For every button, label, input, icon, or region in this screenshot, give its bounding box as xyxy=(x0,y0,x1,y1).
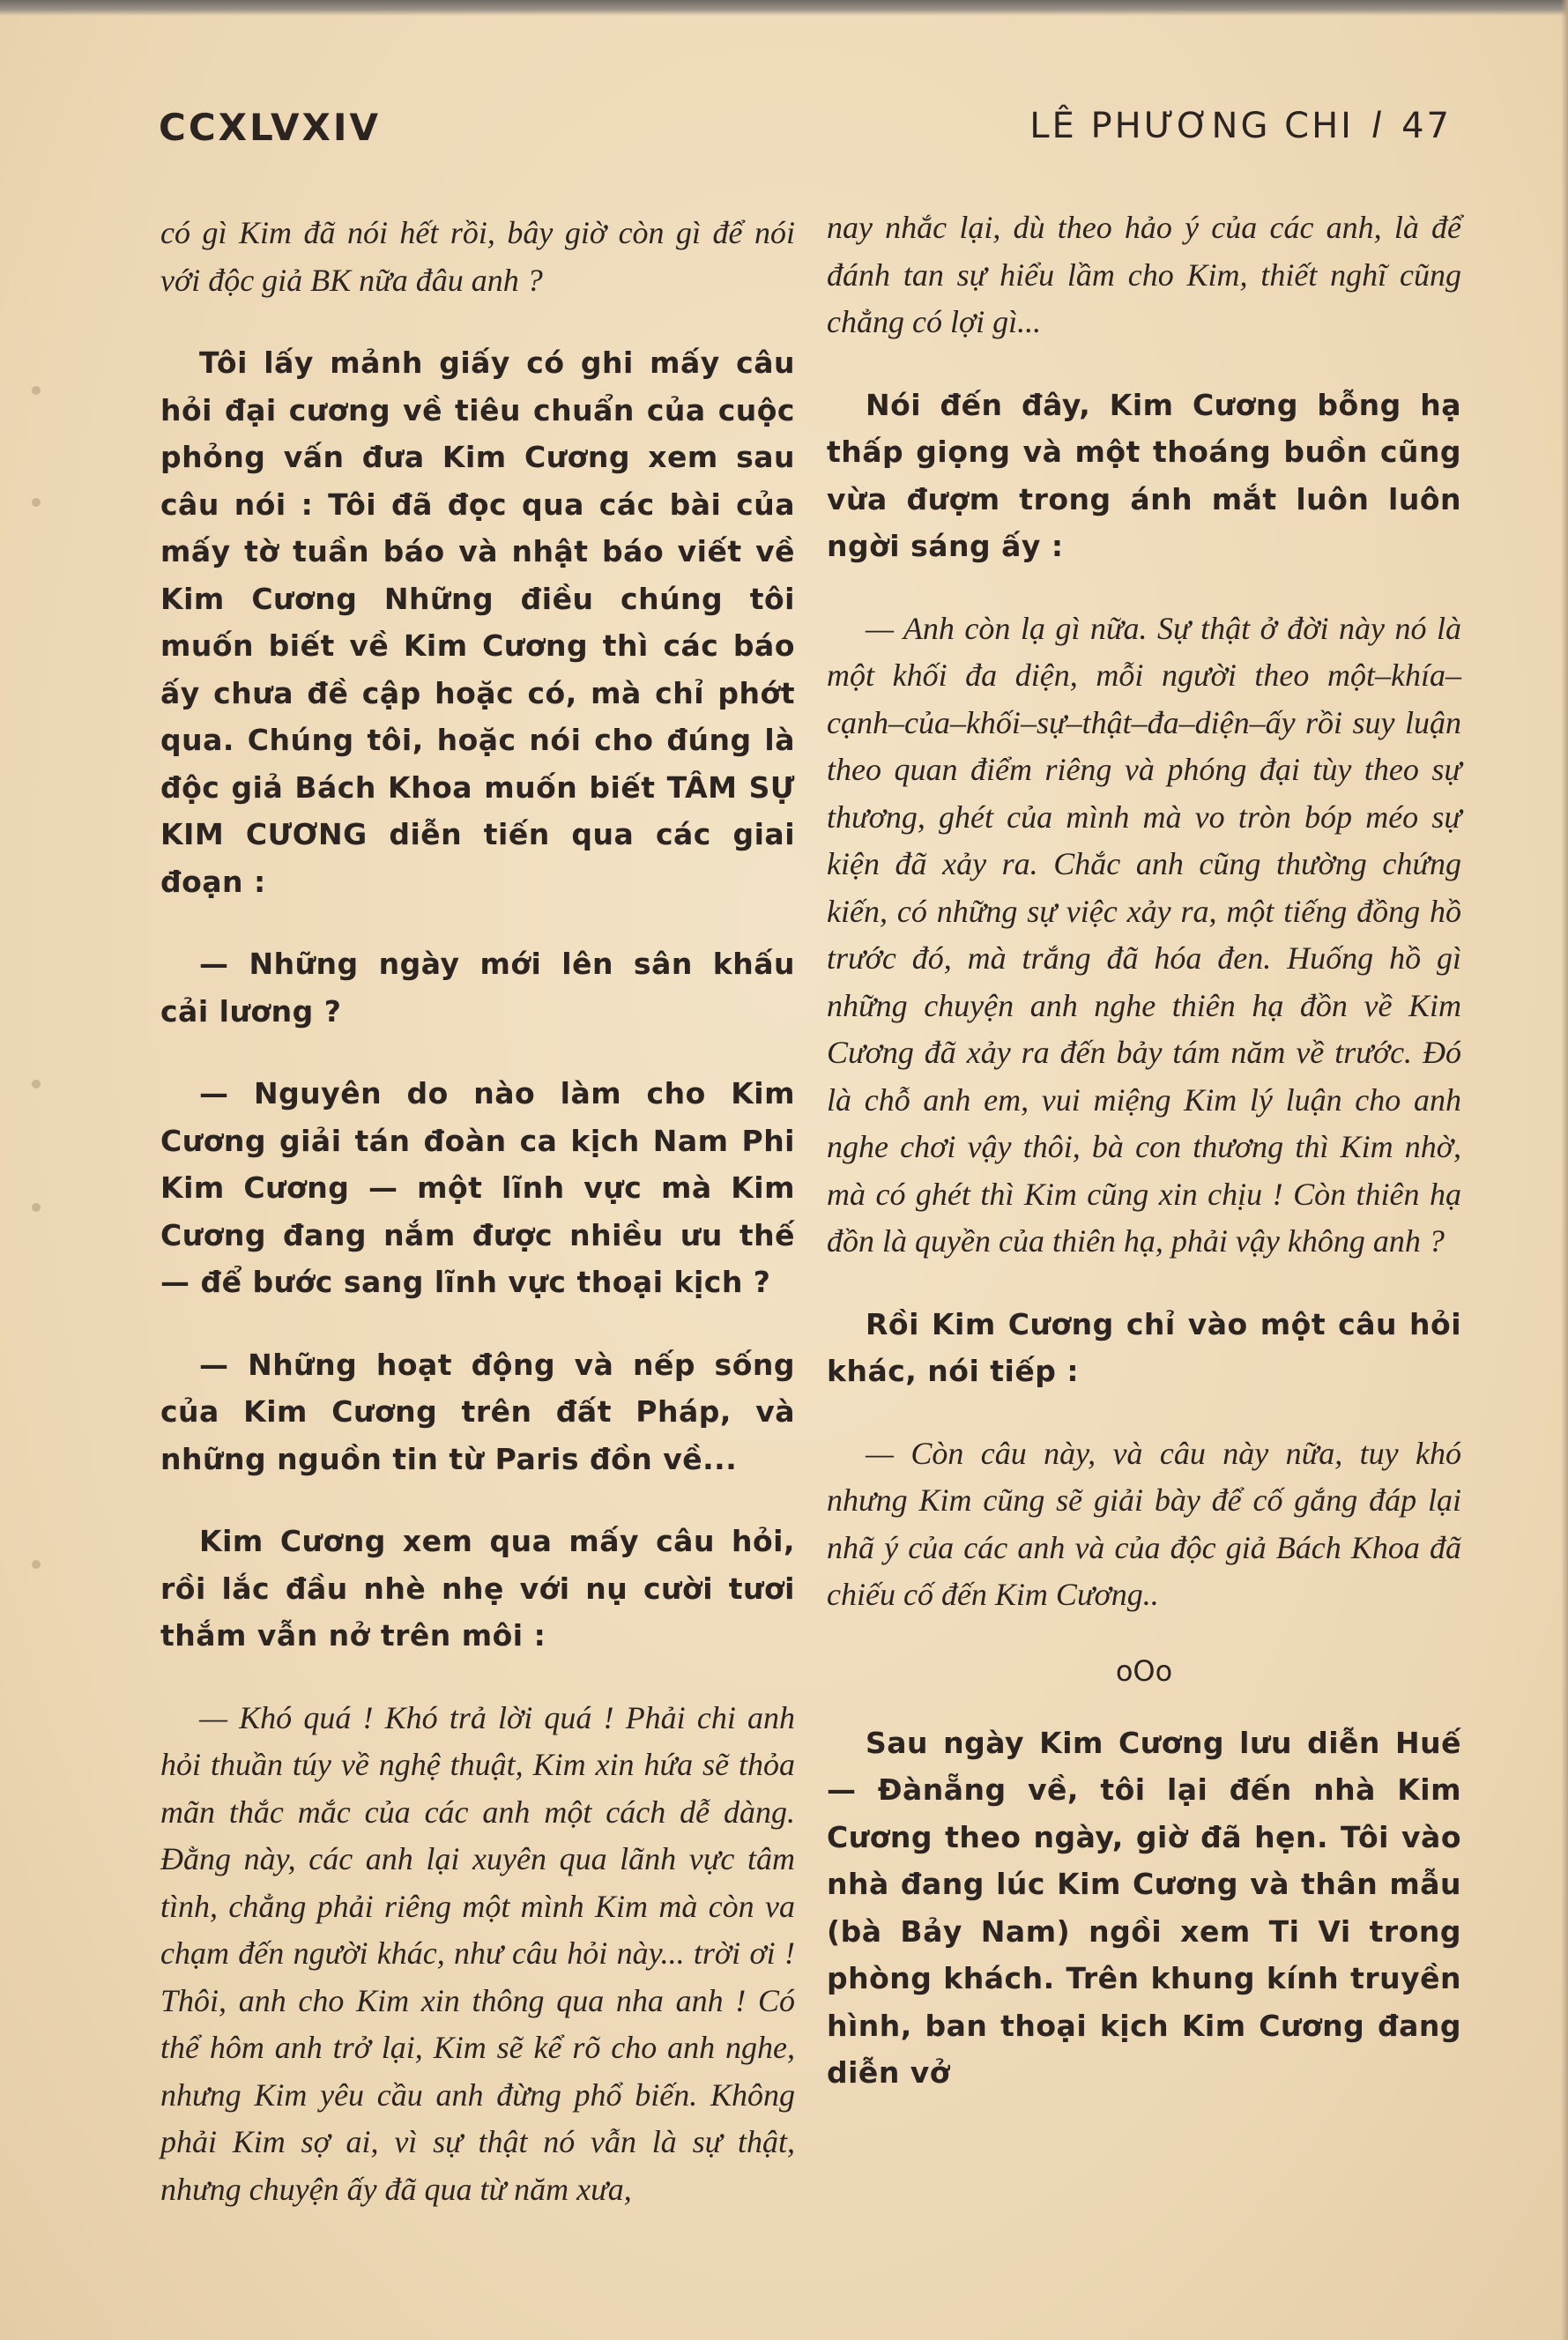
paragraph: — Khó quá ! Khó trả lời quá ! Phải chi anh hỏi thuần túy về nghệ thuật, Kim xin hứa sẽ thỏa mãn thắc mắc của các anh một cách dễ dàng. Đằng này, các anh lại xuyên qua lãnh vực tâm tình, chẳng phải riêng một mình Kim mà còn va chạm đến người khác, như câu hỏi này... trời ơi ! Thôi, anh cho Kim xin thông qua nha anh ! Có thể hôm anh trở lại, Kim sẽ kể rõ cho anh nghe, nhưng Kim yêu cầu anh đừng phổ biến. Không phải Kim sợ ai, vì sự thật nó vẫn là sự thật, nhưng chuyện ấy đã qua từ năm xưa, xyxy=(160,1699,795,2207)
issue-number: CCXLVXIV xyxy=(159,106,382,149)
left-column xyxy=(160,210,795,2248)
paragraph: có gì Kim đã nói hết rồi, bây giờ còn gì để nói với độc giả BK nữa đâu anh ? xyxy=(160,215,795,298)
paragraph: Sau ngày Kim Cương lưu diễn Huế — Đànẵng về, tôi lại đến nhà Kim Cương theo ngày, giờ đã hẹn. Tôi vào nhà đang lúc Kim Cương và thân mẫu (bà Bảy Nam) ngồi xem Ti Vi trong phòng khách. Trên khung kính truyền hình, ban thoại kịch Kim Cương đang diễn vở xyxy=(827,1725,1461,2090)
paragraph: Tôi lấy mảnh giấy có ghi mấy câu hỏi đại cương về tiêu chuẩn của cuộc phỏng vấn đưa Kim Cương xem sau câu nói : Tôi đã đọc qua các bài của mấy tờ tuần báo và nhật báo viết về Kim Cương Những điều chúng tôi muốn biết về Kim Cương thì các báo ấy chưa đề cập hoặc có, mà chỉ phớt qua. Chúng tôi, hoặc nói cho đúng là độc giả Bách Khoa muốn biết TÂM SỰ KIM CƯƠNG diễn tiến qua các giai đoạn : xyxy=(160,345,795,899)
paragraph: — Những hoạt động và nếp sống của Kim Cương trên đất Pháp, và những nguồn tin từ Paris đồn về... xyxy=(160,1347,795,1476)
paragraph: — Những ngày mới lên sân khấu cải lương ? xyxy=(160,947,795,1029)
header-separator: l xyxy=(1371,106,1385,146)
binding-hole xyxy=(32,1560,41,1569)
paragraph: Rồi Kim Cương chỉ vào một câu hỏi khác, nói tiếp : xyxy=(827,1306,1461,1388)
paragraph: — Anh còn lạ gì nữa. Sự thật ở đời này nó là một khối đa diện, mỗi người theo một–khía–cạnh–của–khối–sự–thật–đa–diện–ấy rồi suy luận theo quan điểm riêng và phóng đại tùy theo sự thương, ghét của mình mà vo tròn bóp méo sự kiện đã xảy ra. Chắc anh cũng thường chứng kiến, có những sự việc xảy ra, một tiếng đồng hồ trước đó, mà trắng đã hóa đen. Huống hồ gì những chuyện anh nghe thiên hạ đồn về Kim Cương đã xảy ra đến bảy tám năm về trước. Đó là chỗ anh em, vui miệng Kim lý luận cho anh nghe chơi vậy thôi, bà con thương thì Kim nhờ, mà có ghét thì Kim cũng xin chịu ! Còn thiên hạ đồn là quyền của thiên hạ, phải vậy không anh ? xyxy=(827,610,1461,1259)
paragraph: Kim Cương xem qua mấy câu hỏi, rồi lắc đầu nhè nhẹ với nụ cười tươi thắm vẫn nở trên môi : xyxy=(160,1524,795,1653)
section-divider: oOo xyxy=(1115,1653,1173,1688)
running-header xyxy=(1029,106,1452,146)
binding-hole xyxy=(32,498,41,507)
binding-hole xyxy=(32,1080,41,1088)
page-top-edge xyxy=(0,0,1568,16)
paragraph: — Nguyên do nào làm cho Kim Cương giải tán đoàn ca kịch Nam Phi Kim Cương — một lĩnh vực mà Kim Cương đang nắm được nhiều ưu thế — để bước sang lĩnh vực thoại kịch ? xyxy=(160,1076,795,1299)
right-column xyxy=(827,204,1461,2132)
page-number: 47 xyxy=(1401,106,1452,146)
binding-hole xyxy=(32,1203,41,1212)
paragraph: nay nhắc lại, dù theo hảo ý của các anh, là để đánh tan sự hiểu lầm cho Kim, thiết nghĩ cũng chẳng có lợi gì... xyxy=(827,210,1461,339)
author-name: LÊ PHƯƠNG CHI xyxy=(1029,106,1354,146)
page-right-edge xyxy=(1561,0,1568,2340)
binding-hole xyxy=(32,386,41,395)
paragraph: Nói đến đây, Kim Cương bỗng hạ thấp giọng và một thoáng buồn cũng vừa đượm trong ánh mắt luôn luôn ngời sáng ấy : xyxy=(827,387,1461,563)
paragraph: — Còn câu này, và câu này nữa, tuy khó nhưng Kim cũng sẽ giải bày để cố gắng đáp lại nhã ý của các anh và của độc giả Bách Khoa đã chiếu cố đến Kim Cương.. xyxy=(827,1435,1461,1612)
